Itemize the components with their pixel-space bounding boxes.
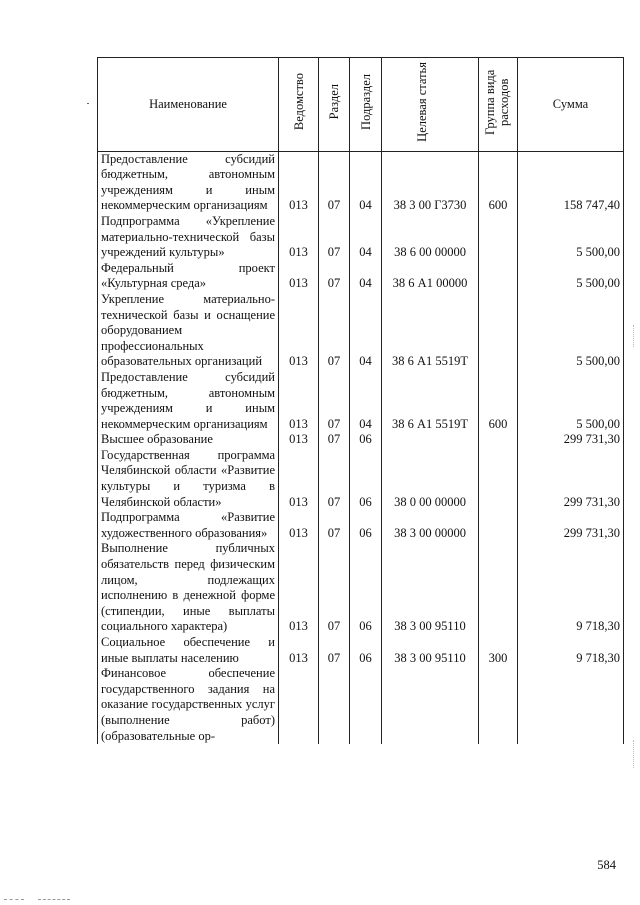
cell-subsection: 04 <box>350 261 382 292</box>
cell-section: 07 <box>319 541 350 635</box>
cell-subsection: 06 <box>350 635 382 666</box>
header-subsection: Подраздел <box>350 58 382 152</box>
budget-table <box>97 57 624 744</box>
cell-section: 07 <box>319 635 350 666</box>
table-row <box>98 292 624 370</box>
scan-mark <box>87 103 89 104</box>
cell-section: 07 <box>319 370 350 432</box>
header-name: Наименование <box>98 58 279 152</box>
cell-department: 013 <box>279 635 319 666</box>
cell-section: 07 <box>319 261 350 292</box>
cell-name: Социальное обеспечение и иные выплаты населению <box>98 635 279 666</box>
cell-subsection <box>350 666 382 744</box>
cell-amount: 158 747,40 <box>518 151 624 214</box>
cell-department: 013 <box>279 510 319 541</box>
cell-section <box>319 666 350 744</box>
cell-department: 013 <box>279 541 319 635</box>
cell-department: 013 <box>279 370 319 432</box>
header-expense-group: Группа вида расходов <box>479 58 518 152</box>
cell-name: Федеральный проект «Культурная среда» <box>98 261 279 292</box>
cell-target-article: 38 3 00 95110 <box>382 541 479 635</box>
cell-department: 013 <box>279 151 319 214</box>
table-row <box>98 541 624 635</box>
cell-subsection: 04 <box>350 151 382 214</box>
cell-section: 07 <box>319 448 350 510</box>
cell-expense-group <box>479 214 518 261</box>
cell-amount: 5 500,00 <box>518 214 624 261</box>
cell-expense-group <box>479 541 518 635</box>
scan-mark <box>38 899 70 900</box>
cell-target-article: 38 6 00 00000 <box>382 214 479 261</box>
table-row <box>98 261 624 292</box>
table-header-row <box>98 58 624 152</box>
cell-department: 013 <box>279 448 319 510</box>
page-number: 584 <box>597 858 616 872</box>
cell-amount: 5 500,00 <box>518 261 624 292</box>
cell-target-article: 38 3 00 Г3730 <box>382 151 479 214</box>
cell-amount: 5 500,00 <box>518 292 624 370</box>
cell-expense-group: 600 <box>479 370 518 432</box>
cell-name: Государственная программа Челябинской области «Развитие культуры и туризма в Челябинской области» <box>98 448 279 510</box>
cell-amount: 299 731,30 <box>518 510 624 541</box>
header-section: Раздел <box>319 58 350 152</box>
table-row <box>98 510 624 541</box>
cell-expense-group <box>479 261 518 292</box>
cell-department: 013 <box>279 292 319 370</box>
cell-expense-group: 600 <box>479 151 518 214</box>
table-row <box>98 635 624 666</box>
header-department: Ведомство <box>279 58 319 152</box>
cell-subsection: 06 <box>350 510 382 541</box>
cell-expense-group <box>479 292 518 370</box>
table-row <box>98 370 624 432</box>
cell-amount: 9 718,30 <box>518 635 624 666</box>
cell-name: Укрепление материально-технической базы и оснащение оборудованием профессиональных образовательных организаций <box>98 292 279 370</box>
scan-mark <box>633 325 634 347</box>
cell-subsection: 06 <box>350 448 382 510</box>
cell-section: 07 <box>319 151 350 214</box>
cell-amount <box>518 666 624 744</box>
cell-name: Подпрограмма «Развитие художественного образования» <box>98 510 279 541</box>
cell-section: 07 <box>319 432 350 448</box>
cell-expense-group <box>479 448 518 510</box>
cell-name: Финансовое обеспечение государственного задания на оказание государственных услуг (выполнение работ) (образовательные ор- <box>98 666 279 744</box>
scan-mark <box>4 899 24 900</box>
cell-section: 07 <box>319 214 350 261</box>
cell-target-article: 38 3 00 95110 <box>382 635 479 666</box>
cell-expense-group <box>479 432 518 448</box>
table-row <box>98 448 624 510</box>
cell-name: Предоставление субсидий бюджетным, автономным учреждениям и иным некоммерческим организациям <box>98 151 279 214</box>
cell-amount: 9 718,30 <box>518 541 624 635</box>
cell-subsection: 06 <box>350 541 382 635</box>
header-amount: Сумма <box>518 58 624 152</box>
cell-target-article: 38 6 А1 5519Т <box>382 370 479 432</box>
cell-section: 07 <box>319 292 350 370</box>
cell-target-article: 38 3 00 00000 <box>382 510 479 541</box>
scan-mark <box>633 740 634 768</box>
cell-name: Предоставление субсидий бюджетным, автономным учреждениям и иным некоммерческим организациям <box>98 370 279 432</box>
cell-amount: 299 731,30 <box>518 448 624 510</box>
table-row <box>98 432 624 448</box>
cell-department: 013 <box>279 214 319 261</box>
cell-department: 013 <box>279 432 319 448</box>
header-target-article: Целевая статья <box>382 58 479 152</box>
cell-target-article <box>382 432 479 448</box>
table-row <box>98 151 624 214</box>
cell-name: Подпрограмма «Укрепление материально-технической базы учреждений культуры» <box>98 214 279 261</box>
table-row <box>98 214 624 261</box>
cell-name: Высшее образование <box>98 432 279 448</box>
cell-subsection: 04 <box>350 370 382 432</box>
cell-department <box>279 666 319 744</box>
cell-amount: 5 500,00 <box>518 370 624 432</box>
cell-subsection: 04 <box>350 292 382 370</box>
cell-department: 013 <box>279 261 319 292</box>
table-row <box>98 666 624 744</box>
cell-expense-group: 300 <box>479 635 518 666</box>
cell-subsection: 04 <box>350 214 382 261</box>
cell-amount: 299 731,30 <box>518 432 624 448</box>
cell-expense-group <box>479 666 518 744</box>
cell-section: 07 <box>319 510 350 541</box>
cell-target-article: 38 6 А1 5519Т <box>382 292 479 370</box>
cell-expense-group <box>479 510 518 541</box>
cell-target-article: 38 0 00 00000 <box>382 448 479 510</box>
cell-subsection: 06 <box>350 432 382 448</box>
cell-name: Выполнение публичных обязательств перед физическим лицом, подлежащих исполнению в денежной форме (стипендии, иные выплаты социального характера) <box>98 541 279 635</box>
cell-target-article <box>382 666 479 744</box>
cell-target-article: 38 6 А1 00000 <box>382 261 479 292</box>
